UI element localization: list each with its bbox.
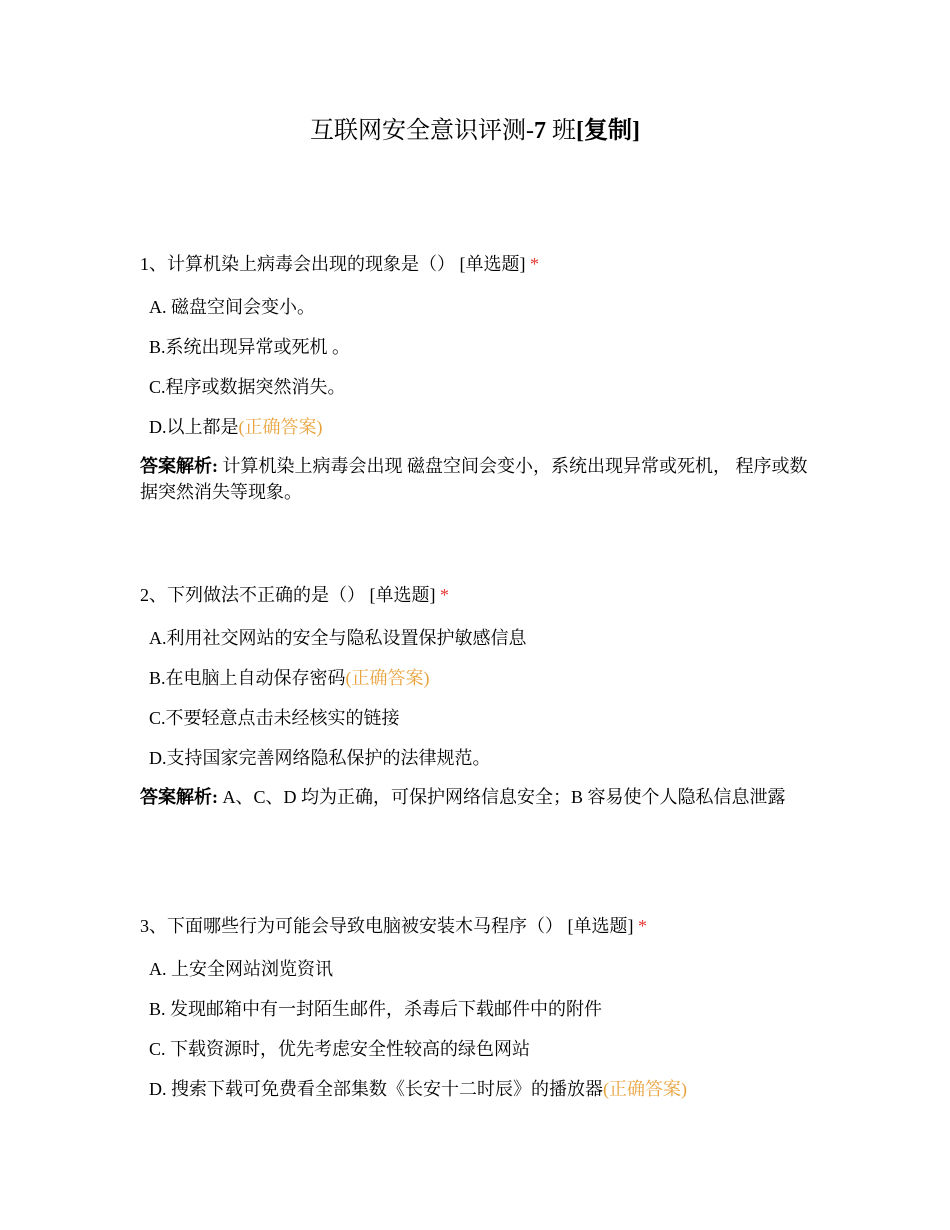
option-text: D. 搜索下载可免费看全部集数《长安十二时辰》的播放器 — [149, 1079, 603, 1099]
option-list — [140, 295, 810, 439]
required-star: * — [440, 585, 449, 605]
option-text: C.程序或数据突然消失。 — [149, 377, 346, 397]
option-a — [149, 957, 810, 981]
question-3 — [140, 913, 810, 1117]
question-number: 2、 — [140, 585, 167, 605]
question-1 — [140, 251, 810, 505]
option-list — [140, 957, 810, 1101]
option-text: A.利用社交网站的安全与隐私设置保护敏感信息 — [149, 628, 527, 648]
question-heading — [140, 913, 810, 939]
question-text: 下列做法不正确的是（） — [167, 585, 365, 605]
option-d — [149, 1077, 810, 1101]
correct-answer-mark: (正确答案) — [238, 417, 323, 437]
option-b — [149, 666, 810, 690]
option-text: C.不要轻意点击未经核实的链接 — [149, 708, 400, 728]
option-text: D.以上都是 — [149, 417, 239, 437]
answer-analysis — [140, 453, 810, 505]
question-number: 3、 — [140, 916, 167, 936]
question-type: [单选题] — [459, 254, 526, 274]
option-text: B.系统出现异常或死机 。 — [149, 337, 351, 357]
analysis-label: 答案解析: — [140, 456, 218, 476]
option-b — [149, 997, 810, 1021]
correct-answer-mark: (正确答案) — [603, 1079, 687, 1099]
question-text: 计算机染上病毒会出现的现象是（） — [167, 254, 455, 274]
option-c — [149, 375, 810, 399]
analysis-label: 答案解析: — [140, 787, 218, 807]
title-number: 7 — [534, 118, 546, 144]
option-b — [149, 335, 810, 359]
page-title — [0, 110, 950, 145]
analysis-text: 计算机染上病毒会出现 磁盘空间会变小，系统出现异常或死机， 程序或数据突然消失等现象。 — [140, 456, 808, 502]
question-2 — [140, 582, 810, 810]
option-d — [149, 415, 810, 439]
title-suffix: [复制] — [576, 118, 640, 144]
question-number: 1、 — [140, 254, 167, 274]
question-text: 下面哪些行为可能会导致电脑被安装木马程序（） — [167, 916, 563, 936]
option-list — [140, 626, 810, 770]
answer-analysis — [140, 784, 810, 810]
title-mid: 班 — [546, 118, 576, 144]
correct-answer-mark: (正确答案) — [345, 668, 430, 688]
question-heading — [140, 582, 810, 608]
option-text: A. 磁盘空间会变小。 — [149, 297, 315, 317]
required-star: * — [530, 254, 539, 274]
option-text: B.在电脑上自动保存密码 — [149, 668, 346, 688]
option-text: C. 下载资源时，优先考虑安全性较高的绿色网站 — [149, 1039, 531, 1059]
option-text: B. 发现邮箱中有一封陌生邮件，杀毒后下载邮件中的附件 — [149, 999, 603, 1019]
option-text: D.支持国家完善网络隐私保护的法律规范。 — [149, 748, 491, 768]
option-c — [149, 706, 810, 730]
option-text: A. 上安全网站浏览资讯 — [149, 959, 333, 979]
option-a — [149, 626, 810, 650]
title-prefix: 互联网安全意识评测- — [310, 118, 534, 144]
option-a — [149, 295, 810, 319]
analysis-text: A、C、D 均为正确，可保护网络信息安全；B 容易使个人隐私信息泄露 — [218, 787, 786, 807]
question-heading — [140, 251, 810, 277]
question-type: [单选题] — [567, 916, 634, 936]
question-type: [单选题] — [369, 585, 436, 605]
option-d — [149, 746, 810, 770]
required-star: * — [638, 916, 647, 936]
option-c — [149, 1037, 810, 1061]
